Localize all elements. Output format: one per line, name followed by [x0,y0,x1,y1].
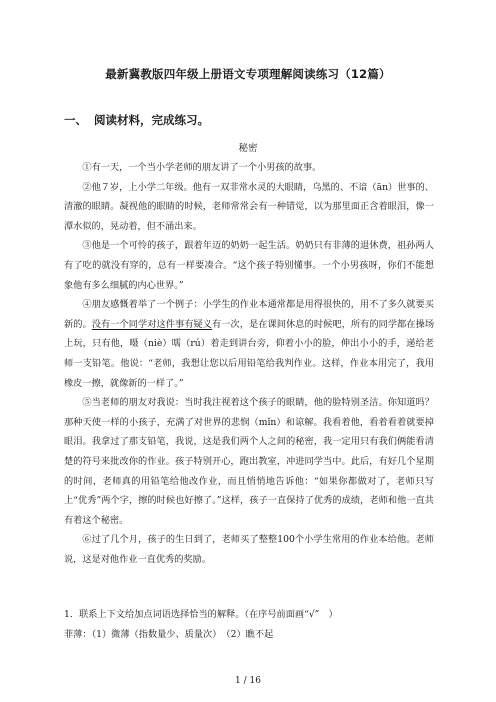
paragraph-3: ③他是一个可怜的孩子，跟着年迈的奶奶一起生活。奶奶只有非薄的退休费，祖孙两人有了吃的就没有穿的，总有一样要凑合。“这个孩子特别懂事。一个小男孩呀，你们不能想象他有多么细腻的内心世界。” [64,240,434,291]
story-body [64,158,434,569]
question-1: 1．联系上下文给加点词语选择恰当的解释。（在序号前面画“√” ） [64,609,338,620]
section-number: 一、 [64,113,87,127]
paragraph-2: ②他７岁，上小学二年级。他有一双非常水灵的大眼睛，乌黑的、不谙（ān）世事的、清澈的眼睛。凝视他的眼睛的时候，老师常常会有一种错觉，以为那里面正含着眼泪，像一潭水似的，晃动着，但不涌出来。 [64,181,434,232]
document-title: 最新冀教版四年级上册语文专项理解阅读练习（12篇） [105,67,391,81]
paragraph-4-text: ④朋友感慨着举了一个例子：小学生的作业本通常都是用得很快的，用不了多久就要买新的。 [64,299,434,330]
paragraph-4-rest: 有一次，是在课间休息的时候吧，所有的同学都在操场上玩，只有他，嗫（niè）嚅（rú）着走到讲台旁，仰着小小的脸，伸出小小的手，递给老师一支铅笔。他说：“老师，我想让您以后用铅笔给我判作业。这样，作业本用完了，我用橡皮一擦，就像新的一样了。” [64,318,435,389]
story-title: 秘密 [238,143,258,154]
question-1-options: 菲薄：（1）微薄（指数量少、质量次） （2）瞧不起 [64,629,274,640]
paragraph-1: ①有一天，一个当小学老师的朋友讲了一个小男孩的故事。 [82,162,322,173]
section-heading [64,112,209,128]
underlined-sentence: 没有一个同学对这件事有疑义 [91,318,213,330]
section-title: 阅读材料，完成练习。 [94,113,209,127]
paragraph-4 [64,295,434,393]
page-indicator: 1 / 16 [235,676,261,686]
paragraph-6: ⑥过了几个月，孩子的生日到了，老师买了整整100个小学生常用的作业本给他。老师说，这是对他作业一直优秀的奖励。 [64,534,434,565]
paragraph-5: ⑤当老师的朋友对我说：当时我注视着这个孩子的眼睛，他的脸特别圣洁。你知道吗？那种天使一样的小孩子，充满了对世界的悲悯（mǐn）和谅解。我看着他，看着看着就要掉眼泪。我拿过了那支铅笔，我说，这是我们两个人之间的秘密，我一定用只有我们俩能看清楚的符号来批改你的作业。孩子特别开心，跑出教室，冲进同学当中。此后，有好几个星期的时间，老师真的用铅笔给他改作业，而且悄悄地告诉他：“如果你都做对了，老师只写上“优秀”两个字，擦的时候也好擦了。”这样，孩子一直保持了优秀的成绩，老师和他一直共有着这个秘密。 [64,397,434,526]
